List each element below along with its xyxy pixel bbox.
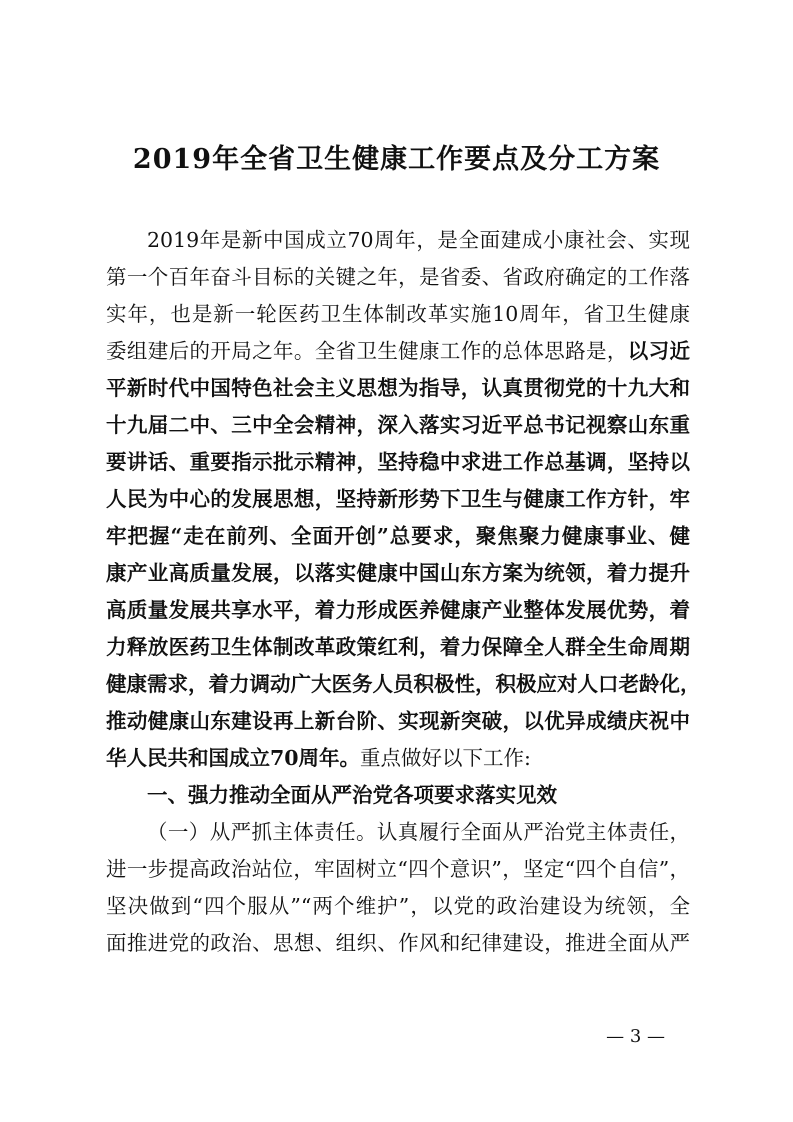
section-heading-paragraph: [106, 777, 690, 814]
paragraph-line: （一）从严抓主体责任。认真履行全面从严治党主体责任，: [147, 820, 690, 844]
paragraph-line: 坚决做到“四个服从”“两个维护”，以党的政治建设为统领，全: [106, 894, 690, 918]
paragraph-line-bold: 推动健康山东建设再上新台阶、实现新突破，以优异成绩庆祝中: [106, 709, 690, 733]
paragraph-line-bold: 健康需求，着力调动广大医务人员积极性，积极应对人口老龄化，: [106, 672, 701, 696]
paragraph-line-bold: 要讲话、重要指示批示精神，坚持稳中求进工作总基调，坚持以: [106, 450, 690, 474]
document-title: 2019年全省卫生健康工作要点及分工方案: [132, 144, 661, 175]
paragraph-bold-text: 以习近: [627, 339, 691, 363]
paragraph-line-bold: 牢把握“走在前列、全面开创”总要求，聚焦聚力健康事业、健: [106, 524, 690, 548]
paragraph-text: 委组建后的开局之年。全省卫生健康工作的总体思路是，: [106, 339, 628, 363]
paragraph-line-bold: 十九届二中、三中全会精神，深入落实习近平总书记视察山东重: [106, 413, 690, 437]
paragraph-line-bold: 康产业高质量发展，以落实健康中国山东方案为统领，着力提升: [106, 561, 690, 585]
paragraph-line: [106, 333, 690, 370]
sub-paragraph: [106, 814, 690, 962]
paragraph-line-bold: 平新时代中国特色社会主义思想为指导，认真贯彻党的十九大和: [106, 376, 690, 400]
paragraph-line-bold: 高质量发展共享水平，着力形成医养健康产业整体发展优势，着: [106, 598, 690, 622]
section-heading: 一、强力推动全面从严治党各项要求落实见效: [147, 783, 557, 807]
paragraph-line: 面推进党的政治、思想、组织、作风和纪律建设，推进全面从严: [106, 931, 690, 955]
paragraph-line-bold: 人民为中心的发展思想，坚持新形势下卫生与健康工作方针，牢: [106, 487, 690, 511]
paragraph-line: [106, 740, 690, 777]
document-body: [106, 222, 701, 962]
paragraph-line-bold: 力释放医药卫生体制改革政策红利，着力保障全人群全生命周期: [106, 635, 690, 659]
page-number: — 3 —: [606, 1026, 665, 1047]
paragraph-line: 2019年是新中国成立70周年，是全面建成小康社会、实现: [147, 228, 690, 252]
paragraph-line: 第一个百年奋斗目标的关键之年，是省委、省政府确定的工作落: [106, 265, 690, 289]
paragraph-line: 实年，也是新一轮医药卫生体制改革实施10周年，省卫生健康: [106, 302, 690, 326]
paragraph-bold-text: 华人民共和国成立70周年。: [106, 746, 361, 770]
intro-paragraph: [106, 222, 701, 777]
paragraph-line: 进一步提高政治站位，牢固树立“四个意识”，坚定“四个自信”，: [106, 857, 690, 881]
paragraph-text: 重点做好以下工作:: [360, 746, 531, 770]
